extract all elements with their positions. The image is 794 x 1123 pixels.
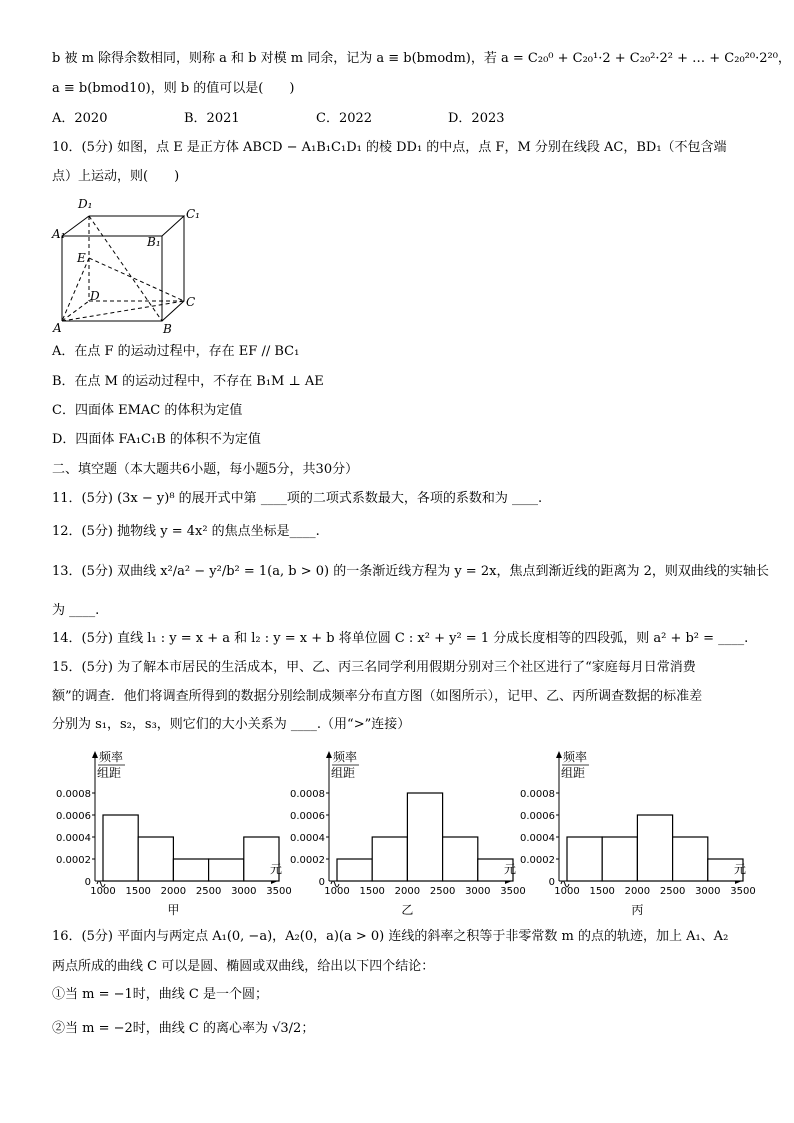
label-c1: C₁ [186,207,200,221]
q10-option-d: D．四面体 FA₁C₁B 的体积不为定值 [52,432,261,447]
y-axis-arrow [556,751,562,758]
y-tick-label: 0.0006 [290,811,325,822]
histogram-title: 甲 [167,903,180,917]
q16-conclusion-2: ②当 m = −2时，曲线 C 的离心率为 √3/2； [52,1021,315,1036]
x-tick-label: 2000 [394,886,421,897]
x-tick-label: 3000 [465,886,491,897]
x-tick-label: 1500 [125,886,151,897]
x-tick-label: 2000 [160,886,187,897]
x-tick-label: 2500 [429,886,456,897]
histogram-bar [443,837,478,881]
histogram-bar [602,837,637,881]
y-tick-label: 0 [548,877,555,888]
histogram-bar [103,815,138,881]
label-d: D [90,289,100,303]
y-tick-label: 0.0002 [290,855,325,866]
y-tick-label: 0.0006 [520,811,555,822]
x-tick-label: 2500 [659,886,686,897]
y-label-top: 频率 [333,750,358,764]
q16-line2: 两点所成的曲线 C 可以是圆、椭圆或双曲线，给出以下四个结论： [52,959,435,974]
histogram-bar [138,837,173,881]
x-tick-label: 2500 [195,886,222,897]
section-heading: 二、填空题（本大题共6小题，每小题5分，共30分） [52,462,359,477]
cube-figure [52,196,202,336]
y-label-bottom: 组距 [97,766,122,780]
histogram-yi [282,745,526,920]
histogram-bar [407,793,442,881]
y-axis-arrow [92,751,98,758]
histogram-bar [673,837,708,881]
histogram-bar [209,859,244,881]
q11: 11．(5分) (3x − y)⁸ 的展开式中第 ____项的二项式系数最大，各项的系数和为 ____. [52,491,543,506]
q15-line2: 额”的调查．他们将调查所得到的数据分别绘制成频率分布直方图（如图所示），记甲、乙、丙所调查数据的标准差 [52,689,703,704]
segment-bd1 [89,216,162,321]
q10-option-c: C．四面体 EMAC 的体积为定值 [52,403,243,418]
q16-line1: 16．(5分) 平面内与两定点 A₁(0, −a)，A₂(0，a)(a > 0) 连线的斜率之积等于非零常数 m 的点的轨迹，加上 A₁、A₂ [52,929,729,944]
q15-line3: 分别为 s₁，s₂，s₃，则它们的大小关系为 ____.（用“>”连接） [52,717,411,732]
q10-line2: 点）上运动，则( ) [52,169,180,184]
histogram-bar [372,837,407,881]
q15-line1: 15．(5分) 为了解本市居民的生活成本，甲、乙、丙三名同学利用假期分别对三个社区进行了“家庭每月日常消费 [52,660,696,675]
y-tick-label: 0.0004 [290,833,325,844]
q10-option-a: A．在点 F 的运动过程中，存在 EF // BC₁ [52,344,300,359]
histogram-title: 丙 [631,903,644,917]
label-d1: D₁ [78,197,93,211]
y-tick-label: 0 [84,877,91,888]
q9-option-c: C．2022 [316,111,373,126]
q9-line2: a ≡ b(bmod10)，则 b 的值可以是( ) [52,81,295,96]
y-tick-label: 0 [318,877,325,888]
q9-option-b: B．2021 [184,111,240,126]
histogram-bar [173,859,208,881]
q9-option-d: D．2023 [448,111,505,126]
y-tick-label: 0.0004 [56,833,91,844]
y-tick-label: 0.0004 [520,833,555,844]
label-b: B [163,322,172,336]
cube-edge-a1d1 [62,216,89,236]
label-a1: A₁ [52,227,66,241]
y-label-bottom: 组距 [331,766,356,780]
y-tick-label: 0.0008 [520,789,555,800]
y-label-top: 频率 [99,750,124,764]
q9-line1: b 被 m 除得余数相同，则称 a 和 b 对模 m 同余，记为 a ≡ b(bmodm)，若 a = C₂₀⁰ + C₂₀¹·2 + C₂₀²·2² + … + C₂₀²⁰·2²⁰， [52,51,791,66]
q14: 14．(5分) 直线 l₁ : y = x + a 和 l₂ : y = x + b 将单位圆 C : x² + y² = 1 分成长度相等的四段弧，则 a² + b² = ____. [52,631,749,646]
label-e: E [77,251,86,265]
q9-options [52,110,580,128]
q10-option-b: B．在点 M 的运动过程中，不存在 B₁M ⊥ AE [52,374,324,389]
q9-option-a: A．2020 [52,111,108,126]
y-axis-arrow [326,751,332,758]
y-tick-label: 0.0002 [56,855,91,866]
x-axis-unit: 元 [504,862,517,876]
label-b1: B₁ [147,235,161,249]
y-tick-label: 0.0006 [56,811,91,822]
x-tick-label: 3000 [231,886,257,897]
histogram-jia [48,745,292,920]
x-tick-label: 1000 [554,886,580,897]
y-tick-label: 0.0008 [56,789,91,800]
x-tick-label: 1000 [90,886,116,897]
q12: 12．(5分) 抛物线 y = 4x² 的焦点坐标是____. [52,524,320,539]
x-tick-label: 1500 [359,886,385,897]
label-c: C [186,295,196,309]
x-tick-label: 3500 [730,886,756,897]
x-tick-label: 3000 [695,886,721,897]
x-tick-label: 1500 [589,886,615,897]
x-tick-label: 1000 [324,886,350,897]
segment-ec [89,258,184,301]
x-tick-label: 2000 [624,886,651,897]
q13-line2: 为 ____. [52,603,100,618]
q13-line1: 13．(5分) 双曲线 x²/a² − y²/b² = 1(a, b > 0) 的一条渐近线方程为 y = 2x，焦点到渐近线的距离为 2，则双曲线的实轴长 [52,564,769,579]
y-tick-label: 0.0008 [290,789,325,800]
histogram-title: 乙 [401,903,414,917]
histogram-bing [512,745,756,920]
x-axis-unit: 元 [734,862,747,876]
x-axis-unit: 元 [270,862,283,876]
y-tick-label: 0.0002 [520,855,555,866]
y-label-bottom: 组距 [561,766,586,780]
x-tick-label: 3500 [266,886,292,897]
cube-right-face [162,216,184,321]
label-a: A [53,321,62,335]
q16-conclusion-1: ①当 m = −1时，曲线 C 是一个圆； [52,987,268,1002]
histogram-bar [337,859,372,881]
q10-line1: 10．(5分) 如图，点 E 是正方体 ABCD − A₁B₁C₁D₁ 的棱 DD₁ 的中点，点 F，M 分别在线段 AC，BD₁（不包含端 [52,140,727,155]
histogram-bar [567,837,602,881]
histogram-bar [637,815,672,881]
x-tick-label: 3500 [500,886,526,897]
y-label-top: 频率 [563,750,588,764]
